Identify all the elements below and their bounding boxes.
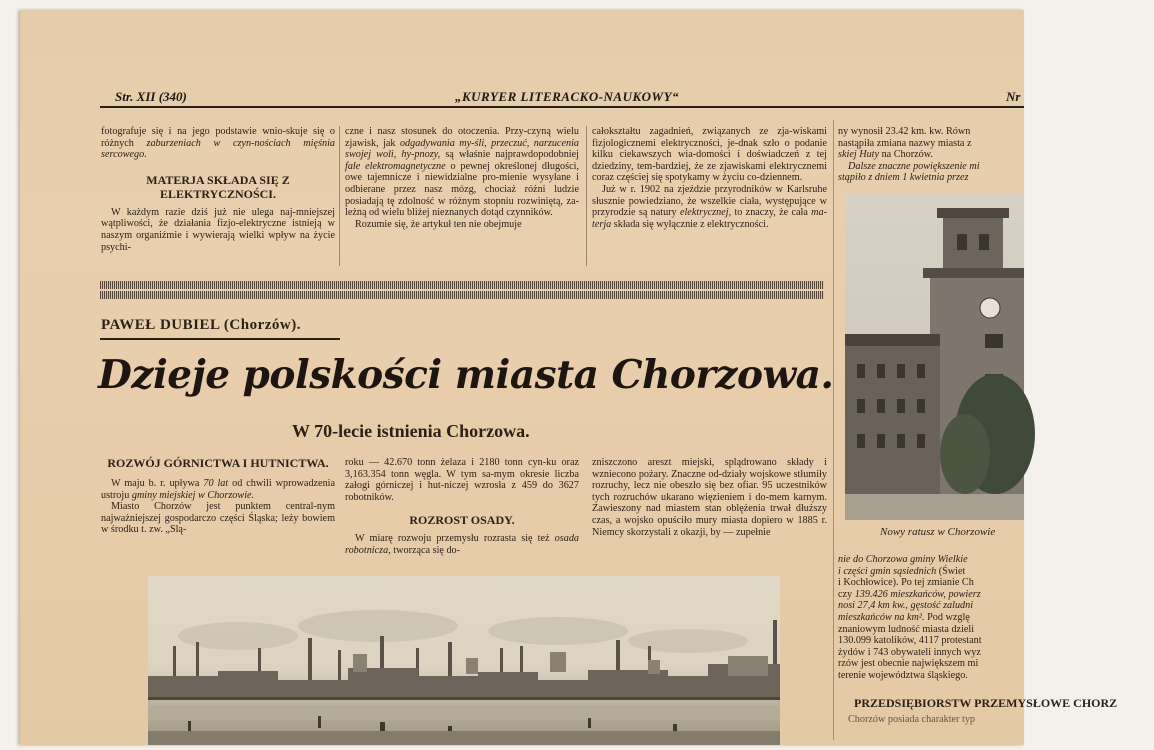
section-separator <box>100 281 824 289</box>
article-subtitle: W 70-lecie istnienia Chorzowa. <box>292 421 530 441</box>
right-column-bottom: nie do Chorzowa gminy Wielkie i części gmin sąsiednich (Świet i Kochłowice). Po tej zmianie Ch czy 139.426 mieszkańców, powierz nosi 27,4 km kw., gęstość zaludni mieszkańców na km². Pod wzglę znaniowym ludność miasta dzieli 130.099 katolików, 4117 protestant żydów i 743 obywateli innych wyz rzów jest obecnie największem mi terenie województwa śląskiego. PRZEDSIĘBIORSTW PRZEMYSŁOWE CHORZ Chorzów posiada charakter typ <box>838 554 1024 725</box>
top-article-col1: fotografuje się i na jego podstawie wnio-skuje się o różnych zaburzeniach w czyn-nościach mięśnia sercowego. MATERJA SKŁADA SIĘ Z ELEKTRYCZNOŚCI. W każdym razie dziś już nie ulega naj-mniejszej wątpliwości, że działania fizjo-elektryczne istnieją w naszym organiźmie i wywierają wielki wpływ na życie psychi- <box>101 126 336 253</box>
main-col2-heading: ROZROST OSADY. <box>409 513 515 528</box>
header-rule <box>100 106 1024 108</box>
main-col1-heading: ROZWÓJ GÓRNICTWA I HUTNICTWA. <box>107 456 329 470</box>
industrial-panorama-image <box>148 576 780 745</box>
main-article-col1: ROZWÓJ GÓRNICTWA I HUTNICTWA. W maju b. r. upływa 70 lat od chwili wprowadzenia ustroju gminy miejskiej w Chorzowie. Miasto Chorzów jest punktem central-nym najważniejszej gospodarczo części Śląska; leży bowiem w środku t. zw. „Slą- <box>101 456 336 536</box>
column-rule <box>833 120 834 740</box>
page-number: Str. XII (340) <box>115 89 187 104</box>
top-article-col3: całokształtu zagadnień, związanych ze zja-wiskami fizjologicznemi elektryczności, je-dnak szło o podanie kilku ciekawszych wia-domości i doświadczeń z tej dziedziny, tem-bardziej, że ze zjawiskami elektrycznemi coraz częściej się spotykamy w życiu co-dziennem. Już w r. 1902 na zjeździe przyrodników w Karlsruhe słusznie powiedziano, że wszelkie ciała, występujące w przyrodzie są natury elektrycznej, to znaczy, że cała ma-terja składa się wyłącznie z elektryczności. <box>592 126 827 230</box>
right-col-heading: PRZEDSIĘBIORSTW PRZEMYSŁOWE CHORZ <box>854 695 1118 710</box>
newspaper-title: „KURYER LITERACKO-NAUKOWY“ <box>455 89 680 104</box>
byline-rule <box>100 338 340 340</box>
author-byline: PAWEŁ DUBIEL (Chorzów). <box>101 317 301 333</box>
section-separator <box>100 291 824 299</box>
town-hall-photo <box>845 194 1024 520</box>
column-rule <box>586 126 587 266</box>
article-headline: Dzieje polskości miasta Chorzowa. <box>98 352 834 398</box>
column-rule <box>339 126 340 266</box>
main-article-col2: roku — 42.670 tonn żelaza i 2180 tonn cyn-ku oraz 3,163.354 tonn węgla. W tym sa-mym okresie liczba załogi górniczej i hut-niczej wzrosła z 459 do 3627 robotników. ROZROST OSADY. W miarę rozwoju przemysłu rozrasta się też osada robotnicza, tworząca się do- <box>345 457 580 556</box>
photo-caption: Nowy ratusz w Chorzowie <box>880 526 996 538</box>
top-col1-heading: MATERJA SKŁADA SIĘ Z ELEKTRYCZNOŚCI. <box>146 172 290 201</box>
header-right: Nr <box>1006 89 1021 104</box>
main-article-col3: zniszczono areszt miejski, splądrowano składy i wzniecono pożary. Znaczne od-działy wojskowe stłumiły rozruchy, lecz nie obeszło się bez ofiar. 95 uczestników tych rozruchów ukarano więzieniem i do-mem karnym. Zawieszony nad miastem stan oblężenia trwał dłuższy czas, a wojsko opuściło mury miasta dopiero w 1885 r. Niemcy skorzystali z okazji, by — zupełnie <box>592 457 827 538</box>
right-column-top: ny wynosił 23.42 km. kw. Równ nastąpiła zmiana nazwy miasta z skiej Huty na Chorzów. Dalsze znaczne powiększenie mi stąpiło z dniem 1 kwietnia przez <box>838 126 980 184</box>
top-article-col2: czne i nasz stosunek do otoczenia. Przy-czyną wielu zjawisk, jak odgadywania my-śli, przeczuć, narzucenia swojej woli, hy-pnozy, są właśnie najprawdopodobniej fale elektromagnetyczne o pewnej określonej długości, owe tajemnicze i niewidzialne pro-mienie wysyłane i odbierane przez nasz mózg, chociaż różni ludzie posiadają tę zdolność w różnym stopniu rozwiniętą, za-leżną od wielu bliżej nieznanych dotąd czynników. Rozumie się, że artykuł ten nie obejmuje <box>345 126 580 230</box>
